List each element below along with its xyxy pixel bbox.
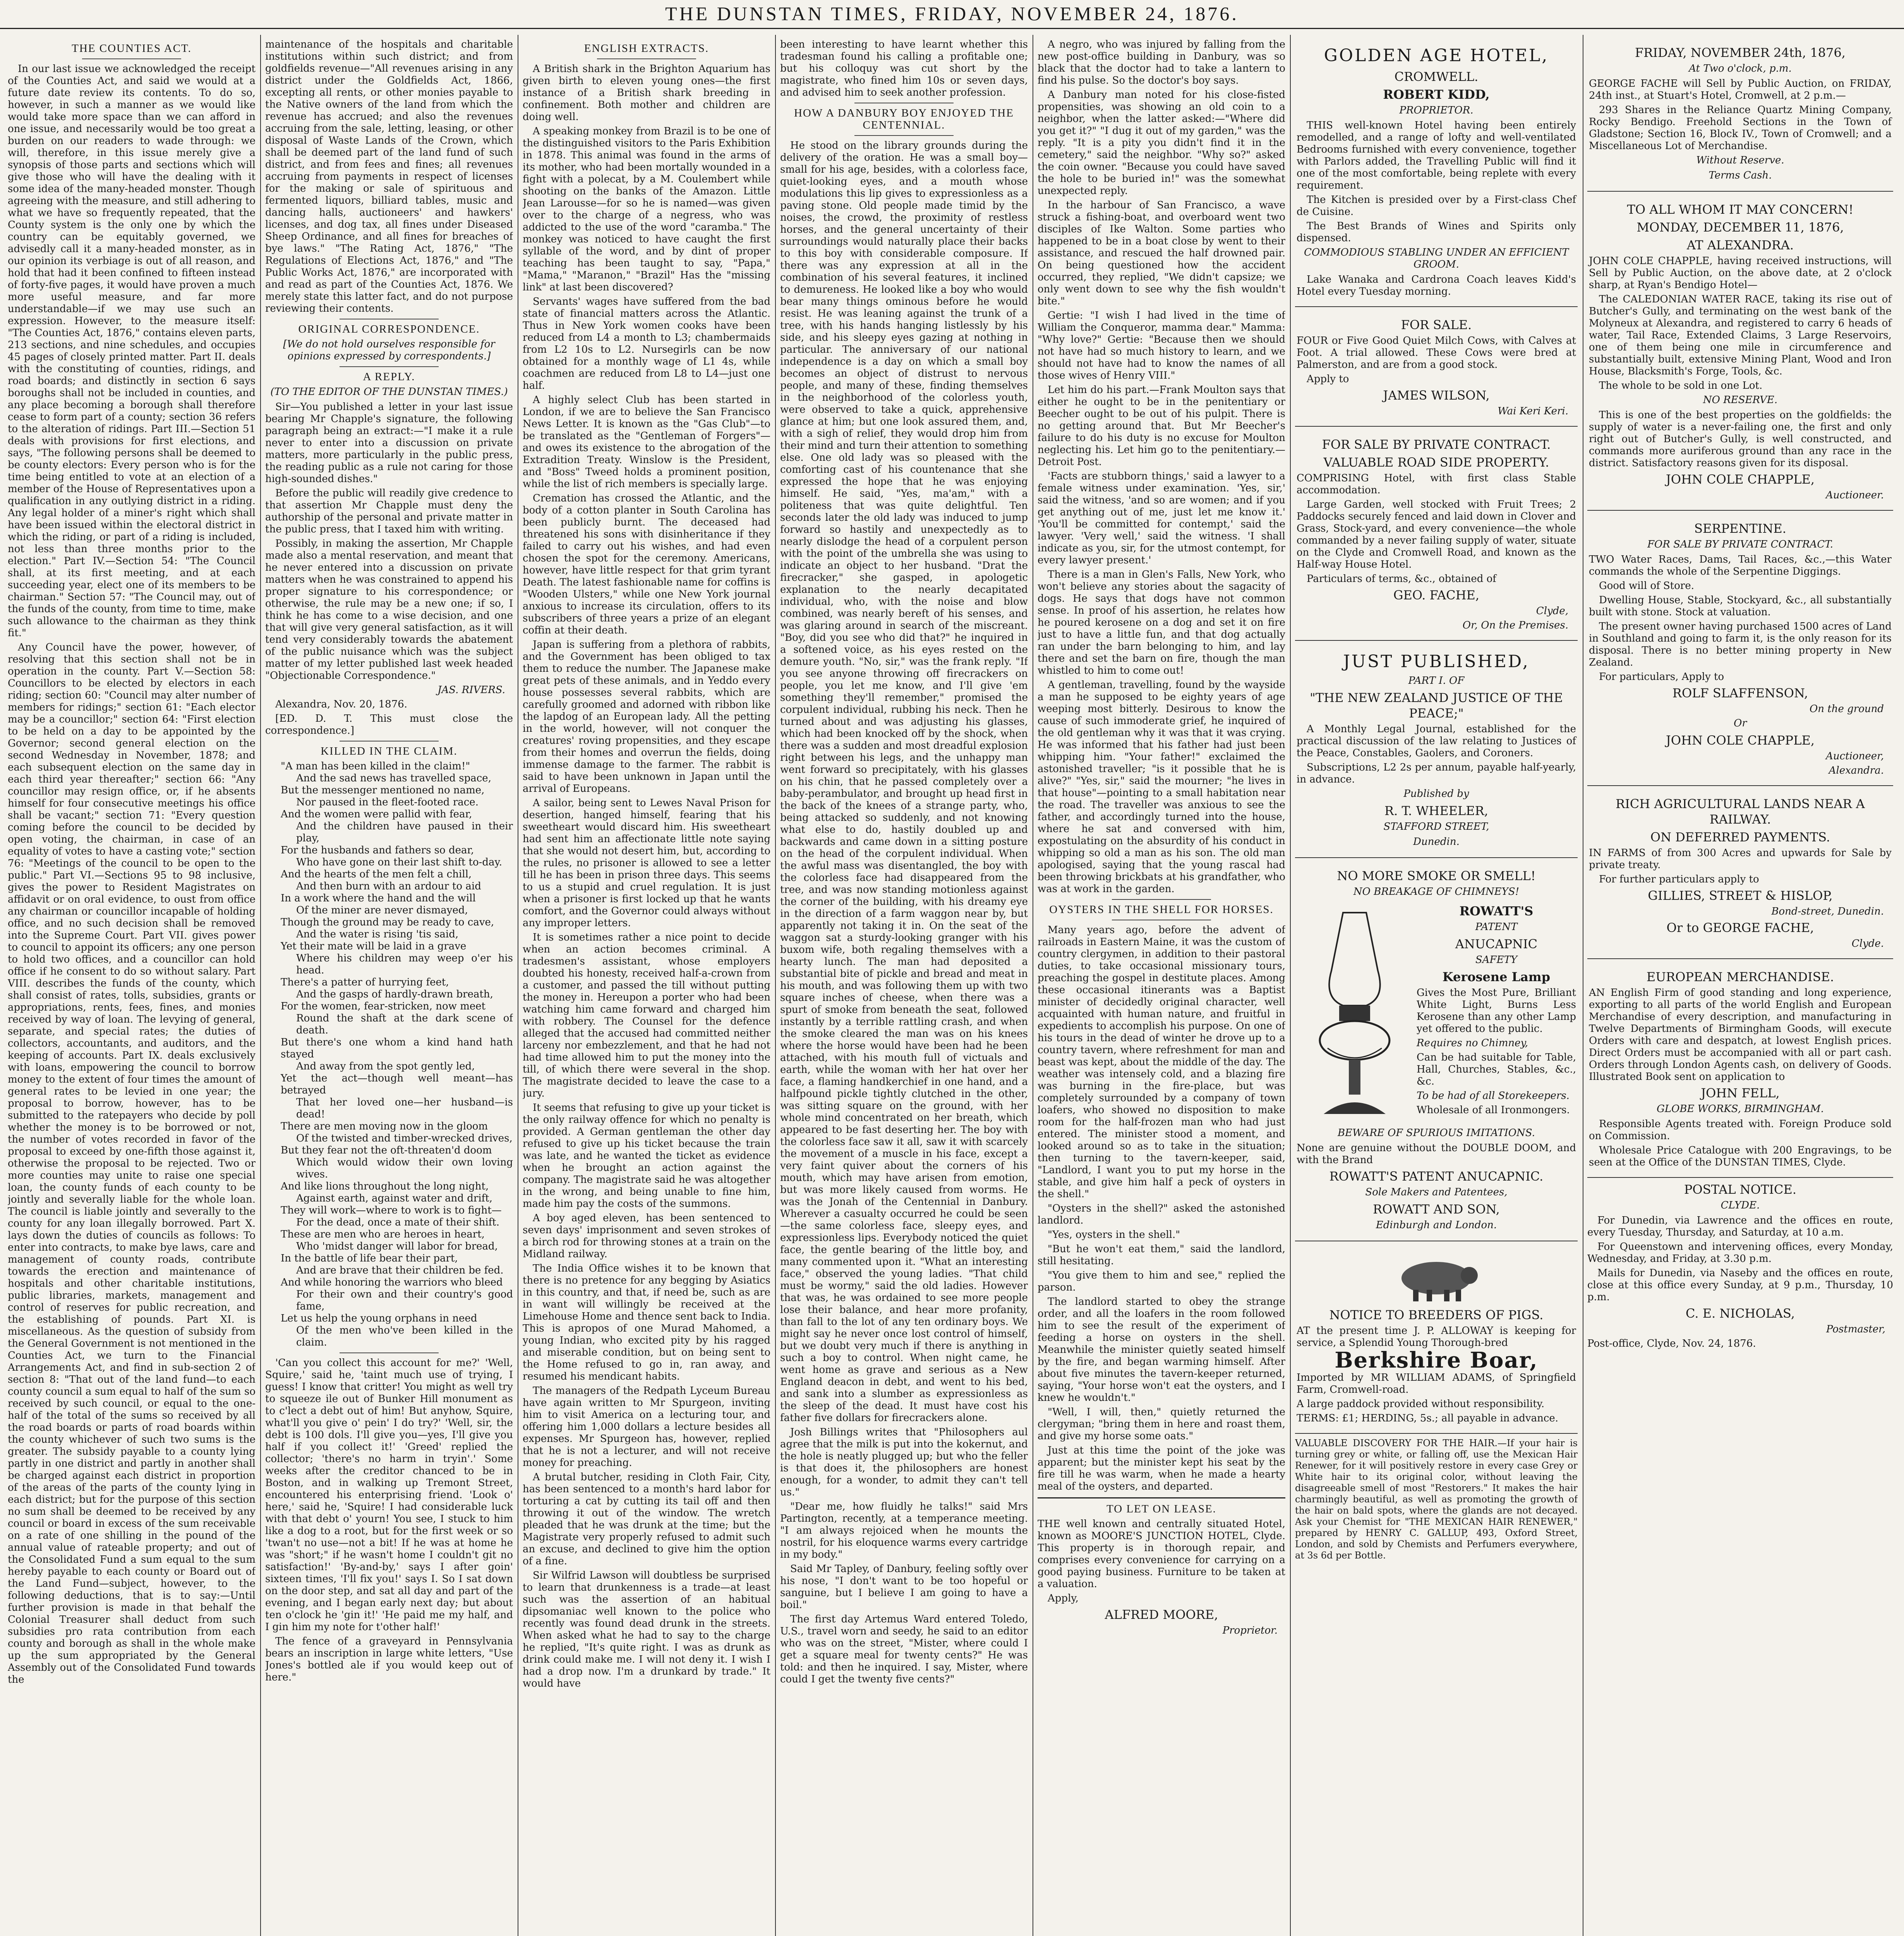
poem-line: Against earth, against water and drift, (296, 1193, 492, 1204)
poem-line: Though the ground may be ready to cave, (281, 917, 494, 928)
jp-title: "THE NEW ZEALAND JUSTICE OF THE PEACE;" (1310, 690, 1563, 721)
poem-body (265, 760, 513, 1349)
lamp-heading: NO MORE SMOKE OR SMELL! (1337, 868, 1536, 883)
euro-text: AN English Firm of good standing and long experience, exporting to all parts of the world English and European Merchandise of every description, and manufacturing in Twelve Departments of Birmingham Goods, will execute Orders with care and despatch, at lowest English prices. Direct Orders must be accompanied with all or part cash. Orders through London Agents cash, on delivery of Goods. Illustrated Book sent on application to (1589, 987, 1892, 1083)
lease-apply: Apply, (1048, 1593, 1079, 1604)
serp-role: Auctioneer, (1826, 750, 1884, 762)
poem-line: Nor paused in the fleet-footed race. (296, 796, 479, 808)
serp-store: Good will of Store. (1599, 580, 1694, 592)
lamp-brand: ROWATT'S (1459, 904, 1533, 918)
poem-line: In a work where the hand and the will (281, 892, 476, 904)
hotel-text: THIS well-known Hotel having been entirely remodelled, and a range of lofty and well-ventilated Bedrooms furnished with every convenience, together with Parlors added, the Travelling Public will find it one of the most comfortable, being replete with every requirement. (1297, 120, 1576, 191)
hotel-owner: ROBERT KIDD, (1383, 87, 1490, 102)
auction-place-2: AT ALEXANDRA. (1686, 238, 1794, 252)
jcc-whole: The whole to be sold in one Lot. (1599, 380, 1763, 391)
serp-name: ROLF SLAFFENSON, (1672, 686, 1808, 700)
anecdote-graveyard: The fence of a graveyard in Pennsylvania bears an inscription in large white letters, "Use Jones's bottled ale if you would keep out of here." (265, 1636, 513, 1683)
postal-notice (1587, 1182, 1893, 1350)
counties-act-para-2: Any Council have the power, however, of resolving that this section shall not be in operation in the county. Part V.—Section 58: Councillors to be elected by electors in each riding; section 60: "Council may alter number of members for ridings;" section 61: "Each elector may be a councillor;" section 64: "First election to be held on a day to be appointed by the Governor; second general election on the second Wednesday in November, 1878; and each subsequent election on the same day in each third year thereafter;" section 66: "Any councillor may resign office, or, if he absents himself for four consecutive meetings his office shall be vacant;" section 71: "Every question coming before the council to be decided by open voting, the chairman, in case of an equality of votes to have a casting vote;" section 76: "Meetings of the council to be open to the public." Part VI.—Sections 95 to 98 inclusive, gives the power to Resident Magistrates on affidavit or on oral evidence, to oust from office any chairman or councillor incapable of holding office, and no such decision shall be removed into the Supreme Court. Part VII. gives power to council to appoint its officers; any one person to hold two offices, and a councillor can hold office if he consent to do so without salary. Part VIII. describes the funds of the county, which shall consist of rates, tolls, subsidies, grants or appropriations, rents, fees, fines, and monies received by way of loan. The levying of general, separate, and special rates; the duties of collectors, accountants, and auditors, and the keeping of accounts. Part IX. deals exclusively with loans, empowering the council to borrow money to the extent of four times the amount of general rates to be levied in one year; the proposal to borrow, however, has to be submitted to the ratepayers who decide by poll whether the money is to be borrowed or not, the number of votes recorded in favor of the proposal to exceed by one-fifth those against it, otherwise the proposal to be rejected. Two or more counties may unite to raise one special loan, the county funds of each county to be jointly and severally liable for the whole loan. The council is liable jointly and severally to the county for any loan illegally borrowed. Part X. lays down the duties of councils as follows: To enter into contracts, to make bye laws, care and management of county roads, contribute towards the erection and maintenance of hospitals and other charitable institutions, public libraries, markets, management and control of reserves for public recreation, and the establishing of pounds. Part XI. is miscellaneous. As the question of subsidy from the General Government is not mentioned in the Counties Act, we turn to the Financial Arrangements Act, and find in sub-section 2 of section 8: "That out of the land fund—to each county council a sum equal to half of the sum so received by such council, or equal to the one-half of the total of the sums so received by all the road boards or parts of road boards within the county whichever of such two sums is the greater. The subsidy payable to a county lying partly in one district and partly in another shall be charged against each district in proportion of the areas of the parts of the county lying in each district; but for the purpose of this section no sum shall be deemed to be received by any council or board in excess of the sum receivable on a rate of one shilling in the pound of the annual value of rateable property; and out of the Consolidated Fund a sum equal to the sum hereby payable to each county or Board out of the Land Fund—subject, however, to the following deductions, that is to say:—Until further provision is made in that behalf the Colonial Treasurer shall deduct from such subsidies pro rata contribution from each county and borough as shall in the whole make up the sum appropriated by the General Assembly out of the Consolidated Fund towards the (8, 642, 256, 1685)
anecdote-paragraph: A Danbury man noted for his close-fisted propensities, was showing an old coin to a neighbor, when the latter asked:—"Where did you get it?" "I dug it out of my garden," was the reply. "It is a pity you didn't find it in the cemetery," said the neighbor. "Why so?" asked the coin owner. "Because you could have saved the hole to be buried in!" was the somewhat unexpected reply. (1038, 89, 1285, 197)
column-1 (8, 39, 256, 1936)
poem-line: For their own and their country's good fame, (296, 1289, 513, 1312)
lamp-makers: Sole Makers and Patentees, (1365, 1186, 1508, 1198)
poem-line: And then burn with an ardour to aid (296, 880, 481, 892)
jcc-noreserve: NO RESERVE. (1703, 394, 1778, 406)
poem-line: And the gasps of hardly-drawn breath, (296, 989, 493, 1000)
lamp-patent: PATENT (1475, 921, 1518, 933)
column-3 (523, 39, 770, 1936)
auction-time-1: At Two o'clock, p.m. (1689, 63, 1792, 74)
danbury-paragraph: Josh Billings writes that "Philosophers aul agree that the milk is put into the kokernut, and the hole is neatly plugged up; but who the feller is that does it, the philosophers are honest enough, for a wonder, to admit they can't tell us." (780, 1426, 1028, 1498)
serp-heading: SERPENTINE. (1694, 521, 1786, 536)
hotel-title: GOLDEN AGE HOTEL, (1324, 46, 1549, 65)
column-rule (260, 35, 261, 1936)
anecdote-paragraph: Gertie: "I wish I had lived in the time of William the Conqueror, mamma dear." Mamma: "Why love?" Gertie: "Because then we should not have had so much history to learn, and we should not have had to know the names of all those wives of Henry VIII." (1038, 310, 1285, 381)
jcc-items: The CALEDONIAN WATER RACE, taking its rise out of Butcher's Gully, and terminating on the west bank of the Molyneux at Alexandra, and registered to carry 6 heads of water, Tail Race, Extended Claims, 3 Large Reservoirs, one of them being one mile in circumference and substantially built, extensive Mining Plant, Wood and Iron House, Blacksmith's Forge, Tools, &c. (1589, 293, 1892, 377)
fache-text: GEORGE FACHE will Sell by Public Auction, on FRIDAY, 24th inst., at Stuart's Hotel, Cromwell, at 2 p.m.— (1589, 78, 1892, 101)
masthead-rule (0, 28, 1904, 29)
rich-apply: For further particulars apply to (1599, 874, 1759, 885)
oysters-paragraph: "Well, I will, then," quietly returned the clergyman; "bring them in here and roast them, and give my horse some oats." (1038, 1406, 1285, 1442)
poem-heading: KILLED IN THE CLAIM. (321, 745, 458, 757)
reply-to: (TO THE EDITOR OF THE DUNSTAN TIMES.) (270, 386, 508, 398)
auction-date-2: MONDAY, DECEMBER 11, 1876, (1636, 220, 1844, 235)
reply-date: Alexandra, Nov. 20, 1876. (275, 699, 408, 710)
lamp-kerosene: Kerosene Lamp (1442, 970, 1551, 984)
serp-sub: FOR SALE BY PRIVATE CONTRACT. (1647, 539, 1833, 550)
divider (1112, 899, 1211, 900)
rich-sub: ON DEFERRED PAYMENTS. (1650, 830, 1830, 844)
anecdote-paragraph: In the harbour of San Francisco, a wave struck a fishing-boat, and overboard went two disciples of Ike Walton. Some parties who happened to be in a boat close by went to their assistance, and rescued the half drowned pair. On being questioned how the accident occurred, they replied, "We didn't capsize; we only went down to see why the fish wouldn't bite." (1038, 199, 1285, 307)
oysters-paragraph: Just at this time the point of the joke was apparent; but the minister kept his seat by the fire till he was warm, when he made a hearty meal of the oysters, and departed. (1038, 1445, 1285, 1492)
poem-line: Let us help the young orphans in need (281, 1313, 477, 1324)
extract-paragraph: The managers of the Redpath Lyceum Bureau have again written to Mr Spurgeon, inviting him to visit America on a lecturing tour, and offering him 1,000 dollars a lecture besides all expenses. Mr Spurgeon has, however, replied that he is not a lecturer, and will not receive money for preaching. (523, 1385, 770, 1469)
lamp-genuine: None are genuine without the DOUBLE DOOM, and with the Brand (1297, 1142, 1576, 1166)
divider (82, 58, 181, 59)
poem-line: Round the shaft at the dark scene of death. (296, 1013, 513, 1036)
lamp-firm: ROWATT AND SON, (1373, 1202, 1500, 1217)
sale-heading: FOR SALE. (1401, 318, 1472, 332)
extract-paragraph: A British shark in the Brighton Aquarium has given birth to eleven young ones—the first instance of a British shark breeding in confinement. Both mother and children are doing well. (523, 63, 770, 123)
chapple-auction-ad (1587, 196, 1893, 511)
poem-line: They will work—where to work is to fight— (281, 1205, 502, 1216)
poem-line: Which would widow their own loving wives. (296, 1157, 513, 1180)
column-5 (1038, 39, 1285, 1936)
lamp-desc: Gives the Most Pure, Brilliant White Light, Burns Less Kerosene than any other Lamp yet offered to the public. (1417, 987, 1576, 1035)
serp-text: TWO Water Races, Dams, Tail Races, &c.,—this Water commands the whole of the Serpentine Diggings. (1589, 554, 1892, 577)
pigs-imported: Imported by MR WILLIAM ADAMS, of Springfield Farm, Cromwell-road. (1297, 1372, 1576, 1395)
pigs-terms: TERMS: £1; HERDING, 5s.; all payable in advance. (1297, 1413, 1559, 1424)
divider (854, 135, 954, 136)
poem-line: That her loved one—her husband—is dead! (296, 1097, 513, 1120)
anecdote-collector: 'Can you collect this account for me?' 'Well, Squire,' said he, 'taint much use of trying, I guess! I know that critter! You might as well try to squeeze ile out of Bunker Hill monument as to c'lect a debt out of him! But anyhow, Squire, what'll you give o' pein' I do try?' 'Well, sir, the debt is 100 dols. I'll give you—yes, I'll give you half if you collect it!' 'Greed' replied the collector; 'there's no harm in tryin'.' Some weeks after the creditor chanced to be in Boston, and in walking up Tremont Street, encountered his enterprising friend. 'Look o' here,' said he, 'Squire! I had considerable luck with that debt o' yourn! You see, I stuck to him like a dog to a root, but for the first week or so 'twan't no use—not a bit! If he was at home he was "short;" if he wasn't home I couldn't git no satisfaction!' 'By-and-by,' says I after goin' sixteen times, 'I'll fix you!' says I. So I sat down on the door step, and sat all day and part of the evening, and I began early next day; but about ten o'clock he 'gin it!' 'He paid me my half, and I gin him my note for t'other half!' (265, 1357, 513, 1633)
rich-street: Bond-street, Dunedin. (1771, 906, 1884, 917)
postal-text-2: For Queenstown and intervening offices, every Monday, Wednesday, and Friday, at 3.30 p.m. (1587, 1241, 1893, 1265)
postal-date: Post-office, Clyde, Nov. 24, 1876. (1587, 1338, 1756, 1349)
vr-or: Or, On the Premises. (1462, 620, 1568, 631)
serp-place: Alexandra. (1829, 765, 1884, 776)
extract-paragraph: It is sometimes rather a nice point to decide when an action becomes criminal. A tradesmen's assistant, whose employers doubted his honesty, received half-a-crown from a customer, and passed the till without putting the money in. Hereupon a porter who had been watching him came forward and charged him with robbery. The Counsel for the defence alleged that the accused had committed neither larceny nor embezzlement, and that he had not had time allowed him to put the money into the till, of which there were several in the shop. The magistrate decided to leave the case to a jury. (523, 932, 770, 1099)
poem-line: And the sad news has travelled space, (296, 772, 491, 784)
lamp-brand-2: ROWATT'S PATENT ANUCAPNIC. (1329, 1169, 1544, 1184)
serp-or: Or (1734, 717, 1747, 729)
fache-terms: Terms Cash. (1708, 170, 1772, 181)
counties-act-heading: THE COUNTIES ACT. (72, 42, 192, 55)
lamp-illustration-icon (1297, 905, 1413, 1122)
jcc-text: JOHN COLE CHAPPLE, having received instructions, will Sell by Public Auction, on the above date, at 2 o'clock sharp, at Ryan's Bendigo Hotel— (1589, 255, 1892, 291)
extract-paragraph: The India Office wishes it to be known that there is no pretence for any begging by Asiatics in this country, and that, if need be, such as are in want will willingly be received at the Limehouse Home and thence sent back to India. This is apropos of one Murad Mahomed, a young Indian, who excited pity by his ragged and miserable condition, but on being sent to the Home refused to go in, ran away, and resumed his mendicant habits. (523, 1263, 770, 1382)
column-6 (1295, 39, 1578, 1936)
pigs-text: AT the present time J. P. ALLOWAY is keeping for service, a Splendid Young Thorough-bred (1297, 1325, 1576, 1349)
oysters-paragraph: "Yes, oysters in the shell." (1048, 1229, 1180, 1241)
counties-act-para-1: In our last issue we acknowledged the receipt of the Counties Act, and said we would at a future date review its contents. To do so, however, in such a manner as we would like would take more space than we can afford in one issue, and necessarily would be too great a burden on our readers to wade through: we will, therefore, in this issue merely give a synopsis of those parts and sections which will give those who will have the dealing with it some idea of the many-headed monster. Though agreeing with the measure, and still adhering to what we have so frequently repeated, that the County system is the only one by which the country can be equitably governed, we advisedly call it a many-headed monster, as in our opinion its verbiage is out of all reason, and hold that had it been confined to fifteen instead of forty-five pages, it would have proven a much more useful measure, and far more understandable—if we may use such an expression. However, to the measure itself: "The Counties Act, 1876," contains eleven parts, 213 sections, and nine schedules, and occupies 45 pages of closely printed matter. Part II. deals with the constituting of counties, ridings, and road boards; and distinctly in section 6 says boroughs shall not be included in counties, and any place becoming a borough shall therefore cease to form part of a county; section 36 refers to the alteration of ridings. Part III.—Section 51 deals with provisions for first elections, and says, "The following persons shall be deemed to be county electors: Every person who is for the time being entitled to vote at an election of a member of the House of Representatives upon a qualification in any outlying district in a riding. Any legal holder of a miner's right which shall have been issued within the electoral district in which the riding, or part of a riding is included, not less than three months prior to the election." Part IV.—Section 54: "The Council shall, at its first meeting, and at each succeeding year, elect one of its members to be chairman." Section 57: "The Council may, out of the funds of the county, from time to time, make such allowance to the chairman as they think fit." (8, 63, 256, 639)
poem-line: There are men moving now in the gloom (281, 1121, 488, 1132)
pigs-boar: Berkshire Boar, (1335, 1347, 1538, 1373)
hotel-place: CROMWELL. (1394, 69, 1479, 84)
postal-role: Postmaster, (1826, 1323, 1885, 1335)
anecdote-paragraph: A negro, who was injured by falling from the new post-office building in Danbury, was so black that the doctor had to take a lantern to find his pulse. So the doctor's boy says. (1038, 39, 1285, 86)
reply-editor-note: [ED. D. T. This must close the correspondence.] (265, 713, 513, 736)
lease-name: ALFRED MOORE, (1105, 1607, 1218, 1622)
oysters-paragraph: Many years ago, before the advent of railroads in Eastern Maine, it was the custom of country clergymen, in addition to their pastoral duties, to take occasional missionary tours, preaching the gospel in destitute places. Among these occasional itinerants was a Baptist minister of decidedly original character, well acquainted with human nature, and fruitful in expedients to accomplish his purpose. On one of his tours in the dead of winter he drove up to a country tavern, where refreshment for man and beast was kept, about the middle of the day. The weather was intensely cold, and a blazing fire was burning in the fire-place, but was completely surrounded by a company of town loafers, who showed no disposition to make room for the half-frozen man who had just entered. The minister stood a moment, and looked around so as to take in the situation; then turning to the tavern-keeper, said, "Landlord, I want you to put my horse in the stable, and give him half a peck of oysters in the shell." (1038, 924, 1285, 1200)
poem-line: Where his children may weep o'er his head. (296, 953, 513, 976)
anecdote-paragraph: There is a man in Glen's Falls, New York, who won't believe any stories about the sagacity of dogs. He says that dogs have not common sense. In proof of his assertion, he relates how he poured kerosene on a dog and set it on fire just to have a little fun, and that dog actually ran under the barn belonging to him, and lay there and set the barn on fire, though the man whistled to him to come out! (1038, 569, 1285, 676)
serp-owner: The present owner having purchased 1500 acres of Land in Southland and going to farm it, is the only reason for its disposal. There is no better mining property in New Zealand. (1589, 621, 1892, 668)
pc-heading: FOR SALE BY PRIVATE CONTRACT. (1322, 437, 1551, 452)
correspondence-note: [We do not hold ourselves responsible for opinions expressed by correspondents.] (283, 338, 495, 362)
poem-line: And the water is rising 'tis said, (296, 929, 459, 940)
auction-date-1: FRIDAY, NOVEMBER 24th, 1876, (1635, 45, 1846, 60)
fache-items: 293 Shares in the Reliance Quartz Mining Company, Rocky Bendigo. Freehold Sections in the Town of Gladstone; Section 16, Block IV., Town of Cromwell; and a Miscellaneous Lot of Merchandise. (1589, 104, 1892, 152)
poem-line: But there's one whom a kind hand hath stayed (281, 1037, 513, 1060)
poem-line: Of the twisted and timber-wrecked drives, (296, 1133, 513, 1144)
danbury-paragraph: Said Mr Tapley, of Danbury, feeling softly over his nose, "I don't want to be too hopeful or sanguine, but I believe I am going to have a boil." (780, 1563, 1028, 1611)
extract-paragraph: Sir Wilfrid Lawson will doubtless be surprised to learn that drunkenness is a trade—at least such was the assertion of an habitual dipsomaniac well known to the police who recently was found dead drunk in the streets. When asked what he had to say to the charge he replied, "It's quite right. I was as drunk as drink could make me. I will not deny it. I wish I had a drop now. I'm a drunkard by trade." It would have (523, 1570, 770, 1689)
extract-paragraph: A brutal butcher, residing in Cloth Fair, City, has been sentenced to a month's hard labor for torturing a cat by cutting its tail off and then throwing it out of the window. The wretch pleaded that he was drunk at the time; but the Magistrate very properly refused to admit such an excuse, and declined to give him the option of a fine. (523, 1471, 770, 1567)
euro-works: GLOBE WORKS, BIRMINGHAM. (1657, 1103, 1824, 1115)
oysters-body (1038, 924, 1285, 1493)
masthead: THE DUNSTAN TIMES, FRIDAY, NOVEMBER 24, 1876. (665, 3, 1239, 24)
rich-or: Or to GEORGE FACHE, (1666, 920, 1814, 935)
hotel-wines: The Best Brands of Wines and Spirits only dispensed. (1297, 220, 1576, 244)
lease-title: Proprietor. (1222, 1625, 1278, 1636)
vr-text-2: Large Garden, well stocked with Fruit Trees; 2 Paddocks securely fenced and laid down in Clover and Grass, Stock-yard, and every convenience—the whole commanded by a never failing supply of water, situate on the Clyde and Cromwell Road, and known as the Half-way House Hotel. (1297, 499, 1576, 570)
poem-line: And the children have paused in their play, (296, 820, 513, 844)
road-side-property-ad (1295, 431, 1578, 641)
rowatt-lamp-ad (1295, 862, 1578, 1241)
rich-name: GILLIES, STREET & HISLOP, (1648, 888, 1833, 903)
lamp-city: Edinburgh and London. (1376, 1219, 1497, 1231)
cows-sale-ad (1295, 311, 1578, 427)
correspondence-heading: ORIGINAL CORRESPONDENCE. (298, 323, 480, 335)
poem-line: But the messenger mentioned no name, (281, 784, 485, 796)
jp-pub: Published by (1403, 788, 1469, 800)
anecdote-paragraph: Let him do his part.—Frank Moulton says that either he ought to be in the penitentiary or Beecher ought to be out of his pulpit. There is no getting around that. But Mr Beecher's failure to do his duty is no excuse for Moulton neglecting his. Let him go to the penitentiary.—Detroit Post. (1038, 384, 1285, 468)
postal-text: For Dunedin, via Lawrence and the offices en route, every Tuesday, Thursday, and Saturday, at 10 a.m. (1587, 1215, 1893, 1238)
reply-signature: JAS. RIVERS. (437, 684, 505, 696)
lamp-whole: Wholesale of all Ironmongers. (1417, 1104, 1570, 1116)
jcc-desc: This is one of the best properties on the goldfields: the supply of water is a never-failing one, the first and only right out of Butcher's Gully, is well constructed, and commands more auriferous ground than any race in the district. Satisfactory reasons given for its disposal. (1589, 409, 1892, 469)
euro-heading: EUROPEAN MERCHANDISE. (1646, 970, 1834, 984)
poem-line: These are men who are heroes in heart, (281, 1229, 485, 1240)
euro-agents: Responsible Agents treated with. Foreign Produce sold on Commission. (1589, 1118, 1892, 1142)
extract-paragraph: A speaking monkey from Brazil is to be one of the distinguished visitors to the Paris Exhibition in 1878. This animal was found in the arms of its mother, who had been mortally wounded in a fight with a polecat, by a M. Coulembert while shooting on the banks of the Amazon. Little Jean Larousse—for so he is named—was given over to the charge of a negress, who was addicted to the use of the word "caramba." The monkey was noticed to have caught the first syllable of the word, and by dint of proper teaching has been taught to say, "Papa," "Mama," "Maranon," "Brazil" Has the "missing link" at last been discovered? (523, 125, 770, 293)
euro-name: JOHN FELL, (1701, 1086, 1780, 1100)
column-4 (780, 39, 1028, 1936)
reply-para-2: Before the public will readily give credence to that assertion Mr Chapple must deny the authorship of the personal and private matter in the public press, that I taxed him with writing. (265, 487, 513, 535)
jp-subs: Subscriptions, L2 2s per annum, payable half-yearly, in advance. (1297, 762, 1576, 785)
hair-renewer-ad: VALUABLE DISCOVERY FOR THE HAIR.—If your hair is turning grey or white, or falling off, use the Mexican Hair Renewer, for it will positively restore in every case Grey or White hair to its original color, without leaving the disagreeable smell of most "Restorers." It makes the hair charmingly beautiful, as well as promoting the growth of the hair on bald spots, where the glands are not decayed. Ask your Chemist for "THE MEXICAN HAIR RENEWER," prepared by HENRY C. GALLUP, 493, Oxford Street, London, and sold by Chemists and Perfumers everywhere, at 3s 6d per Bottle. (1295, 1438, 1578, 1561)
oysters-heading: OYSTERS IN THE SHELL FOR HORSES. (1049, 903, 1274, 916)
jp-text: A Monthly Legal Journal, established for the practical discussion of the law relating to Justices of the Peace, Constables, Gaolers, and Coroners. (1297, 723, 1576, 759)
vr-particulars: Particulars of terms, &c., obtained of (1307, 573, 1496, 585)
hotel-coach: Lake Wanaka and Cardrona Coach leaves Kidd's Hotel every Tuesday morning. (1297, 274, 1576, 297)
reply-para-3: Possibly, in making the assertion, Mr Chapple made also a mental reservation, and meant that he never entered into a discussion on private matters when he was constrained to append his proper signature to his correspondence; or otherwise, the rule may be a new one; if so, I think he has come to a wise decision, and one that will give very general satisfaction, as it will tend very considerably towards the abatement of the public nuisance which was the subject matter of my letter published last week headed "Objectionable Correspondence." (265, 538, 513, 681)
poem-line: But they fear not the oft-threaten'd doom (281, 1145, 492, 1156)
poem-line: In the battle of life bear their part, (281, 1253, 458, 1264)
extract-paragraph: Japan is suffering from a plethora of rabbits, and the Government has been obliged to tax them to reduce the number. The Japanese make great pets of these animals, and in Yeddo every house possesses several rabbits, which are carefully groomed and adorned with ribbon like the lapdog of an European lady. All the petting in the world, however, will not conquer the creatures' roving propensities, and they escape from their homes and overrun the fields, doing immense damage to the farmer. The rabbit is said to have been unknown in Japan until the arrival of Europeans. (523, 639, 770, 795)
danbury-paragraph: The first day Artemus Ward entered Toledo, U.S., travel worn and seedy, he said to an editor who was on the street, "Mister, where could I get a square meal for twenty cents?" He was told: and then he inquired. I say, Mister, where could I get the twenty five cents?" (780, 1613, 1028, 1685)
vr-place: Clyde, (1536, 605, 1568, 617)
danbury-paragraph: He stood on the library grounds during the delivery of the oration. He was a small boy—small for his age, besides, with a colorless face, quiet-looking eyes, and a mouth whose modulations this lip gives to expressionless as a paving stone. Old people made timid by the noises, the crowd, the proximity of restless horses, and the general uncertainty of their surroundings would naturally place their backs to this boy with considerable composure. If there was any expression at all in the combination of his several features, it inclined to demureness. He looked like a boy who would bear many things ominous before he would resist. He was leaning against the trunk of a tree, with his hands hanging listlessly by his side, and his sleepy eyes gazing at nothing in particular. The anniversary of our national independence is a day on which a small boy becomes an object of distrust to nervous people, and many of these, finding themselves in the neighborhood of the colorless youth, were observed to take a quick, apprehensive glance at him; but one look assured them, and, with a sigh of relief, they would drop him from their mind and turn their attention to something else. One old lady was so pleased with the comforting cast of his countenance that she expressed the hope that he was enjoying himself. He said, "Yes, ma'am," with a politeness that was quite delightful. Ten seconds later the old lady was induced to jump forward so hastily and unexpectedly as to nearly dislodge the head of a corpulent person with the point of the umbrella she was using to indicate an object to her husband. "Drat the firecracker," she gasped, in apologetic explanation to the nearly decapitated individual, who, with the noise and blow combined, was nearly bereft of his senses, and was glaring around in search of the miscreant. "Boy, did you see who did that?" he inquired in a softened voice, as his eyes rested on the demure youth. "No, sir," was the frank reply. "If you see anyone throwing off firecrackers on people, you let me know, and I'll give 'em something they'll remember," promised the corpulent individual, rubbing his neck. Then he turned about and was adjusting his glasses, which had been knocked off by the shock, when there was a sudden and most dreadful explosion right between his legs, and the unhappy man went forward so precipitately, with his glasses on his chin, that he passed completely over a baby-perambulator, and brought up head first in the back of the knees of a strange party, who, being attacked so suddenly, and not knowing what else to do, hastily doubled up and backwards and came down in a sitting posture on the head of the corpulent individual. When the awful mass was disentangled, the boy with the colorless face had disappeared from the tree, and was now standing motionless against the corner of the building, with his dreamy eye in the direction of a farm waggon near by, but apparently not taking it in. On the seat of the waggon sat a sturdy-looking granger with his buxom wife, both regaling themselves with a hearty lunch. The man had deposited a substantial bite of pickle and bread and meat in his mouth, and was following them up with two square inches of cheese, when there was a spurt of smoke from beneath the seat, followed instantly by a terrible rattling crash, and when the smoke cleared the man was on his knees where the horse would have been had he been attached, with his mouth full of victuals and earth, while the woman with her hat over her face, a flaming handkerchief in one hand, and a halfpound pickle tightly clutched in the other, was sitting square on the ground, with her whole mind concentrated on her breath, which appeared to be fast deserting her. The boy with the colorless face saw it all, saw it with scarcely the movement of a muscle in his face, except a very faint quiver about the corners of his mouth, which may have arisen from emotion, but was more likely caused from worms. He was the Jonah of the Centennial in Danbury. Wherever a casualty occurred he could be seen—the same colorless face, sleepy eyes, and expressionless lips. Everybody noticed the quiet face, the gentle bearing of the little boy, and many commented upon it. "What an interesting face," observed the young ladies. "That child must be wormy," said the old ladies. However that was, he was ordained to see more people lose their balance, and hear more profanity, than fall to the lot of any ten ordinary boys. We might say he never once lost control of himself, but we doubt very much if there is anything in such a boy to control. When night came, he went home as grave and serious as a New England deacon in debt, and went to his bed, and sank into a slumber as expressionless as the sleep of the dead. It must have cost his father five dollars for firecrackers alone. (780, 140, 1028, 1424)
jp-street: STAFFORD STREET, (1383, 821, 1489, 832)
poem-line: For the women, fear-stricken, now meet (281, 1001, 486, 1012)
postal-place: CLYDE. (1720, 1200, 1760, 1211)
serpentine-ad (1587, 515, 1893, 786)
sale-text: FOUR or Five Good Quiet Milch Cows, with Calves at Foot. A trial allowed. These Cows were bred at Palmerston, and are from a good stock. (1297, 335, 1576, 371)
jcc-role: Auctioneer. (1826, 489, 1884, 501)
golden-age-hotel-ad (1295, 39, 1578, 307)
reply-para-1: Sir—You published a letter in your last issue bearing Mr Chapple's signature, the following paragraph being an extract:—"I make it a rule never to enter into a discussion on private matters, more particularly in the public press, the reading public as a rule not caring for those high-sounded dishes." (265, 401, 513, 485)
lease-text: THE well known and centrally situated Hotel, known as MOORE'S JUNCTION HOTEL, Clyde. This property is in thorough repair, and comprises every convenience for carrying on a good paying business. Furniture to be taken at a valuation. (1038, 1518, 1285, 1590)
reply-heading: A REPLY. (363, 371, 415, 383)
lamp-safety: SAFETY (1475, 954, 1518, 966)
lamp-anucapnic: ANUCAPNIC (1455, 937, 1538, 951)
jcc-name: JOHN COLE CHAPPLE, (1666, 472, 1815, 487)
lamp-had: To be had of all Storekeepers. (1417, 1090, 1570, 1102)
poem-line: And like lions throughout the long night, (281, 1181, 489, 1192)
lamp-suit: Can be had suitable for Table, Hall, Churches, Stables, &c., &c. (1417, 1052, 1576, 1087)
vr-name: GEO. FACHE, (1393, 588, 1480, 602)
poem-line: And the hearts of the men felt a chill, (281, 868, 472, 880)
rich-lands-ad (1587, 790, 1893, 959)
oysters-paragraph: "But he won't eat them," said the landlord, still hesitating. (1038, 1243, 1285, 1267)
anecdotes-body (1038, 39, 1285, 895)
poem-line: And while honoring the warriors who bleed (281, 1277, 503, 1288)
anecdote-paragraph: 'Facts are stubborn things,' said a lawyer to a female witness under examination. 'Yes, sir,' said the witness, 'and so are women; and if you get anything out of me, just let me know it.' 'You'll be committed for contempt,' said the lawyer. 'Very well,' said the witness. 'I shall indicate as you, sir, for the utmost contempt, for every lawyer present.' (1038, 470, 1285, 566)
poem-line: And are brave that their children be fed. (296, 1265, 504, 1276)
poem-line: "A man has been killed in the claim!" (281, 760, 470, 772)
hotel-stabling: COMMODIOUS STABLING UNDER AN EFFICIENT GROOM. (1304, 247, 1569, 270)
vr-heading: VALUABLE ROAD SIDE PROPERTY. (1323, 455, 1549, 470)
pigs-paddock: A large paddock provided without responsibility. (1297, 1398, 1545, 1410)
poem-line: For the dead, once a mate of their shift. (296, 1217, 500, 1228)
counties-act-cont: maintenance of the hospitals and charitable institutions within such district; and from goldfields revenue—"All revenues arising in any district under the Goldfields Act, 1866, excepting all rents, or other monies payable to the Native owners of the land from which the revenue has accrued; and also the revenues accruing from the sale, letting, leasing, or other disposal of Waste Lands of the Crown, which shall be deemed part of the land fund of such district, and from fees and fines; all revenues accruing from payments in respect of licenses for the making or sale of spirituous and fermented liquors, billiard tables, music and dancing halls, auctioneers' and hawkers' licenses, and dog tax, all fines under Diseased Sheep Ordinance, and all fines for breaches of bye laws." "The Rating Act, 1876," "The Regulations of Elections Act, 1876," and "The Public Works Act, 1876," are incorporated with and read as part of the Counties Act, 1876. We merely state this latter fact, and do not purpose reviewing their contents. (265, 39, 513, 314)
danbury-paragraph: "Dear me, how fluidly he talks!" said Mrs Partington, recently, at a temperance meeting. "I am always rejoiced when he mounts the nostril, for his eloquence warms every cartridge in my body." (780, 1501, 1028, 1560)
serp-apply: For particulars, Apply to (1599, 671, 1724, 683)
jp-city: Dunedin. (1413, 836, 1460, 848)
serp-dwelling: Dwelling House, Stable, Stockyard, &c., all substantially built with stone. Stock at valuation. (1589, 594, 1892, 618)
sale-apply: Apply to (1307, 373, 1349, 385)
rich-heading: RICH AGRICULTURAL LANDS NEAR A RAILWAY. (1616, 796, 1865, 827)
oysters-paragraph: "Oysters in the shell?" asked the astonished landlord. (1038, 1203, 1285, 1226)
poem-line: Yet the act—though well meant—has betrayed (281, 1073, 513, 1096)
column-2 (265, 39, 513, 1936)
jp-heading: JUST PUBLISHED, (1343, 652, 1530, 671)
extract-paragraph: Cremation has crossed the Atlantic, and the body of a cotton planter in South Carolina has been publicly burnt. The deceased had threatened his sons with disinheritance if they failed to carry out his wishes, and had even chosen the spot for the ceremony. Americans, however, have little respect for that grim tyrant Death. The latest fashionable name for coffins is "Wooden Ulsters," while one New York journal anxious to increase its circulation, offers to its subscribers of three years a prize of an elegant coffin at their death. (523, 493, 770, 636)
pigs-notice-ad (1295, 1245, 1578, 1434)
pig-illustration-icon (1390, 1253, 1483, 1303)
extract-paragraph: Servants' wages have suffered from the bad state of financial matters across the Atlantic. Thus in New York women cooks have been reduced from L4 a month to L3; chambermaids from L2 10s to L2. Nursegirls can be now obtained for a monthly wage of L1 4s, while coachmen are reduced from L8 to L4—just one half. (523, 296, 770, 391)
divider (340, 1352, 439, 1353)
oysters-paragraph: The landlord started to obey the strange order, and all the loafers in the room followed him to see the result of the experiment of feeding a horse on oysters in the shell. Meanwhile the minister quietly seated himself by the fire, and began warming himself. After about five minutes the tavern-keeper returned, saying, "Your horse won't eat the oysters, and I knew he wouldn't." (1038, 1296, 1285, 1404)
poem-line: Who have gone on their last shift to-day. (296, 856, 503, 868)
poem-line: And the women were pallid with fear, (281, 808, 472, 820)
concern-heading: TO ALL WHOM IT MAY CONCERN! (1627, 202, 1854, 217)
poem-line: Of the men who've been killed in the claim. (296, 1325, 513, 1348)
extract-paragraph: A sailor, being sent to Lewes Naval Prison for desertion, hanged himself, fearing that his sweetheart would discard him. His sweetheart had sent him an affectionate little note saying that she would not desert him, but, according to the rules, no prisoner is allowed to see a letter till he has been in prison three days. This seems to us a stupid and cruel regulation. It is just when a prisoner is first locked up that he wants comfort, and the Governor could always without any improper letters. (523, 797, 770, 929)
danbury-boy-heading: HOW A DANBURY BOY ENJOYED THE CENTENNIAL. (794, 107, 1014, 131)
anecdote-paragraph: A gentleman, travelling, found by the wayside a man he supposed to be eighty years of age weeping most bitterly. Desirous to know the cause of such immoderate grief, he inquired of the old gentleman why it was that it was crying. He was informed that his father had just been whipping him. "Your father!" exclaimed the astonished traveller; "is it possible that he is alive?" "Yes, sir," said the mourner; "he lives in that house"—pointing to a small habitation near the road. The traveller was anxious to see the father, and accordingly turned into the house, where he sat and conversed with him, expostulating on the absurdity of his conduct in whipping so old a man as his son. The old man apologised, saying that the young rascal had been throwing brickbats at his grandfather, who was at work in the garden. (1038, 679, 1285, 895)
column-7 (1587, 39, 1893, 1936)
hotel-prop: PROPRIETOR. (1399, 105, 1473, 116)
just-published-ad (1295, 645, 1578, 858)
serp-name-2: JOHN COLE CHAPPLE, (1666, 733, 1815, 748)
vr-text: COMPRISING Hotel, with first class Stable accommodation. (1297, 472, 1576, 496)
rich-place: Clyde. (1851, 938, 1884, 949)
poem-line: Who 'midst danger will labor for bread, (296, 1241, 498, 1252)
extract-paragraph: It seems that refusing to give up your ticket is the only railway offence for which no penalty is provided. A German gentleman the other day refused to give up his ticket because the train was late, and he wanted the ticket as evidence when he brought an action against the company. The magistrate said he was altogether in the wrong, and being unable to fine him, made him pay the costs of the summons. (523, 1102, 770, 1210)
extract-paragraph: A highly select Club has been started in London, if we are to believe the San Francisco News Letter. It is known as the "Gas Club"—to be translated as the "Gentleman of Forgers"—and owes its existence to the abrogation of the Extradition Treaty. Winslow is the President, and "Boss" Tweed holds a prominent position, while the list of rich members is specially large. (523, 394, 770, 490)
sale-name: JAMES WILSON, (1383, 388, 1490, 403)
extracts-cont: been interesting to have learnt whether this tradesman found his calling a profitable one; but his colloquy was cut short by the magistrate, who fined him 10s or seven days, and advised him to seek another profession. (780, 39, 1028, 98)
divider (340, 366, 439, 367)
jp-part: PART I. OF (1408, 675, 1465, 687)
poem-line: Of the miner are never dismayed, (296, 904, 468, 916)
jp-name: R. T. WHEELER, (1384, 803, 1488, 818)
english-extracts-body (523, 63, 770, 1690)
poem-line: And away from the spot gently led, (296, 1061, 475, 1072)
lamp-req: Requires no Chimney, (1417, 1037, 1528, 1049)
divider (1038, 1497, 1285, 1498)
fache-auction-ad (1587, 39, 1893, 192)
rich-text: IN FARMS of from 300 Acres and upwards for Sale by private treaty. (1589, 847, 1892, 871)
poem-line: For the husbands and fathers so dear, (281, 844, 474, 856)
serp-ground: On the ground (1809, 703, 1884, 715)
danbury-boy-body (780, 140, 1028, 1685)
column-rule (1290, 35, 1291, 1936)
extract-paragraph: A boy aged eleven, has been sentenced to seven days' imprisonment and seven strokes of a birch rod for throwing stones at a train on the Midland railway. (523, 1212, 770, 1260)
postal-name: C. E. NICHOLAS, (1686, 1306, 1795, 1321)
poem-line: There's a patter of hurrying feet, (281, 977, 449, 988)
lamp-sub: NO BREAKAGE OF CHIMNEYS! (1353, 886, 1520, 898)
european-merchandise-ad (1587, 963, 1893, 1178)
fache-reserve: Without Reserve. (1696, 154, 1784, 166)
column-rule (775, 35, 776, 1936)
english-extracts-heading: ENGLISH EXTRACTS. (584, 42, 709, 55)
sale-place: Wai Keri Keri. (1497, 405, 1568, 417)
pigs-heading: NOTICE TO BREEDERS OF PIGS. (1329, 1308, 1544, 1322)
postal-heading: POSTAL NOTICE. (1684, 1182, 1797, 1197)
postal-text-3: Mails for Dunedin, via Naseby and the offices en route, close at this office every Sunday, at 9 p.m., Thursday, 10 p.m. (1587, 1267, 1893, 1303)
lease-heading: TO LET ON LEASE. (1106, 1503, 1216, 1515)
divider (597, 58, 696, 59)
euro-cat: Wholesale Price Catalogue with 200 Engravings, to be seen at the Office of the DUNSTAN TIMES, Clyde. (1589, 1145, 1892, 1168)
poem-line: Yet their mate will be laid in a grave (281, 941, 467, 952)
oysters-paragraph: "You give them to him and see," replied the parson. (1038, 1270, 1285, 1293)
lamp-beware: BEWARE OF SPURIOUS IMITATIONS. (1338, 1127, 1535, 1139)
hotel-kitchen: The Kitchen is presided over by a First-class Chef de Cuisine. (1297, 194, 1576, 218)
